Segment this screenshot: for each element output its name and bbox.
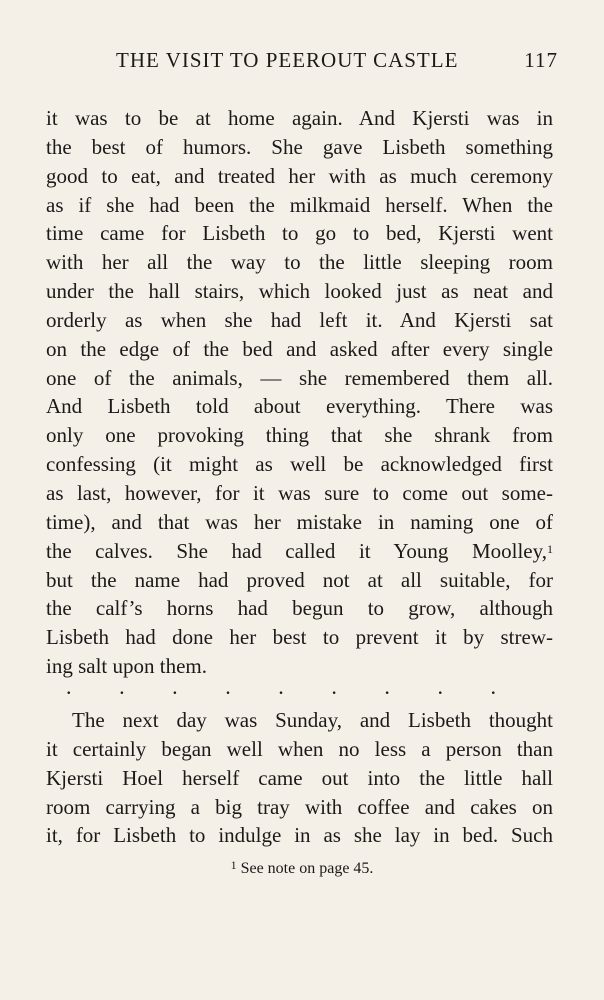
text-line: Lisbeth had done her best to prevent it by strew- (46, 625, 553, 650)
section-ornament (66, 676, 496, 698)
text-line: the best of humors. She gave Lisbeth something (46, 134, 553, 159)
text-line: on the edge of the bed and asked after every single (46, 336, 553, 361)
footnote-marker: 1 (230, 858, 237, 872)
text-line: one of the animals, — she remembered them all. (46, 365, 553, 390)
page-header (46, 48, 558, 78)
text-line: it was to be at home again. And Kjersti was in (46, 106, 553, 130)
text-line: as last, however, for it was sure to come out some- (46, 480, 553, 505)
ornament-dot: . (66, 674, 72, 699)
footnote-text: See note on page 45. (240, 860, 374, 877)
ornament-dot: . (437, 674, 443, 699)
text-line-content: the calves. She had called it Young Moolley, (46, 538, 547, 563)
page-number: 117 (524, 48, 558, 72)
text-line: as if she had been the milkmaid herself. When the (46, 192, 553, 217)
text-line: good to eat, and treated her with as much ceremony (46, 163, 553, 188)
footnote (0, 860, 604, 878)
text-line: but the name had proved not at all suitable, for (46, 567, 553, 592)
running-title: THE VISIT TO PEEROUT CASTLE (116, 48, 459, 72)
text-line: Kjersti Hoel herself came out into the little hall (46, 765, 553, 790)
text-line: time came for Lisbeth to go to bed, Kjersti went (46, 221, 553, 246)
text-line: time), and that was her mistake in naming one of (46, 509, 553, 534)
text-line: ing salt upon them. (46, 654, 207, 679)
ornament-dot: . (331, 674, 337, 699)
text-line: the calf’s horns had begun to grow, although (46, 596, 553, 621)
ornament-dot: . (490, 674, 496, 699)
text-line: only one provoking thing that she shrank from (46, 423, 553, 448)
ornament-dot: . (225, 674, 231, 699)
ornament-dot: . (172, 674, 178, 699)
text-line: orderly as when she had left it. And Kjersti sat (46, 307, 553, 332)
text-line-with-footnote (46, 537, 553, 566)
text-line: it certainly began well when no less a person than (46, 736, 553, 761)
paragraph-2 (46, 706, 553, 850)
text-line: with her all the way to the little sleeping room (46, 250, 553, 275)
ornament-dot: . (119, 674, 125, 699)
text-line: it, for Lisbeth to indulge in as she lay in bed. Such (46, 823, 553, 848)
ornament-dot: . (278, 674, 284, 699)
text-line: under the hall stairs, which looked just as neat and (46, 279, 553, 304)
footnote-marker: 1 (547, 541, 553, 556)
paragraph-1 (46, 104, 553, 681)
text-line: room carrying a big tray with coffee and cakes on (46, 794, 553, 819)
ornament-dot: . (384, 674, 390, 699)
text-line: And Lisbeth told about everything. There was (46, 394, 553, 419)
text-line: confessing (it might as well be acknowledged first (46, 452, 553, 477)
text-line: The next day was Sunday, and Lisbeth thought (72, 708, 553, 732)
